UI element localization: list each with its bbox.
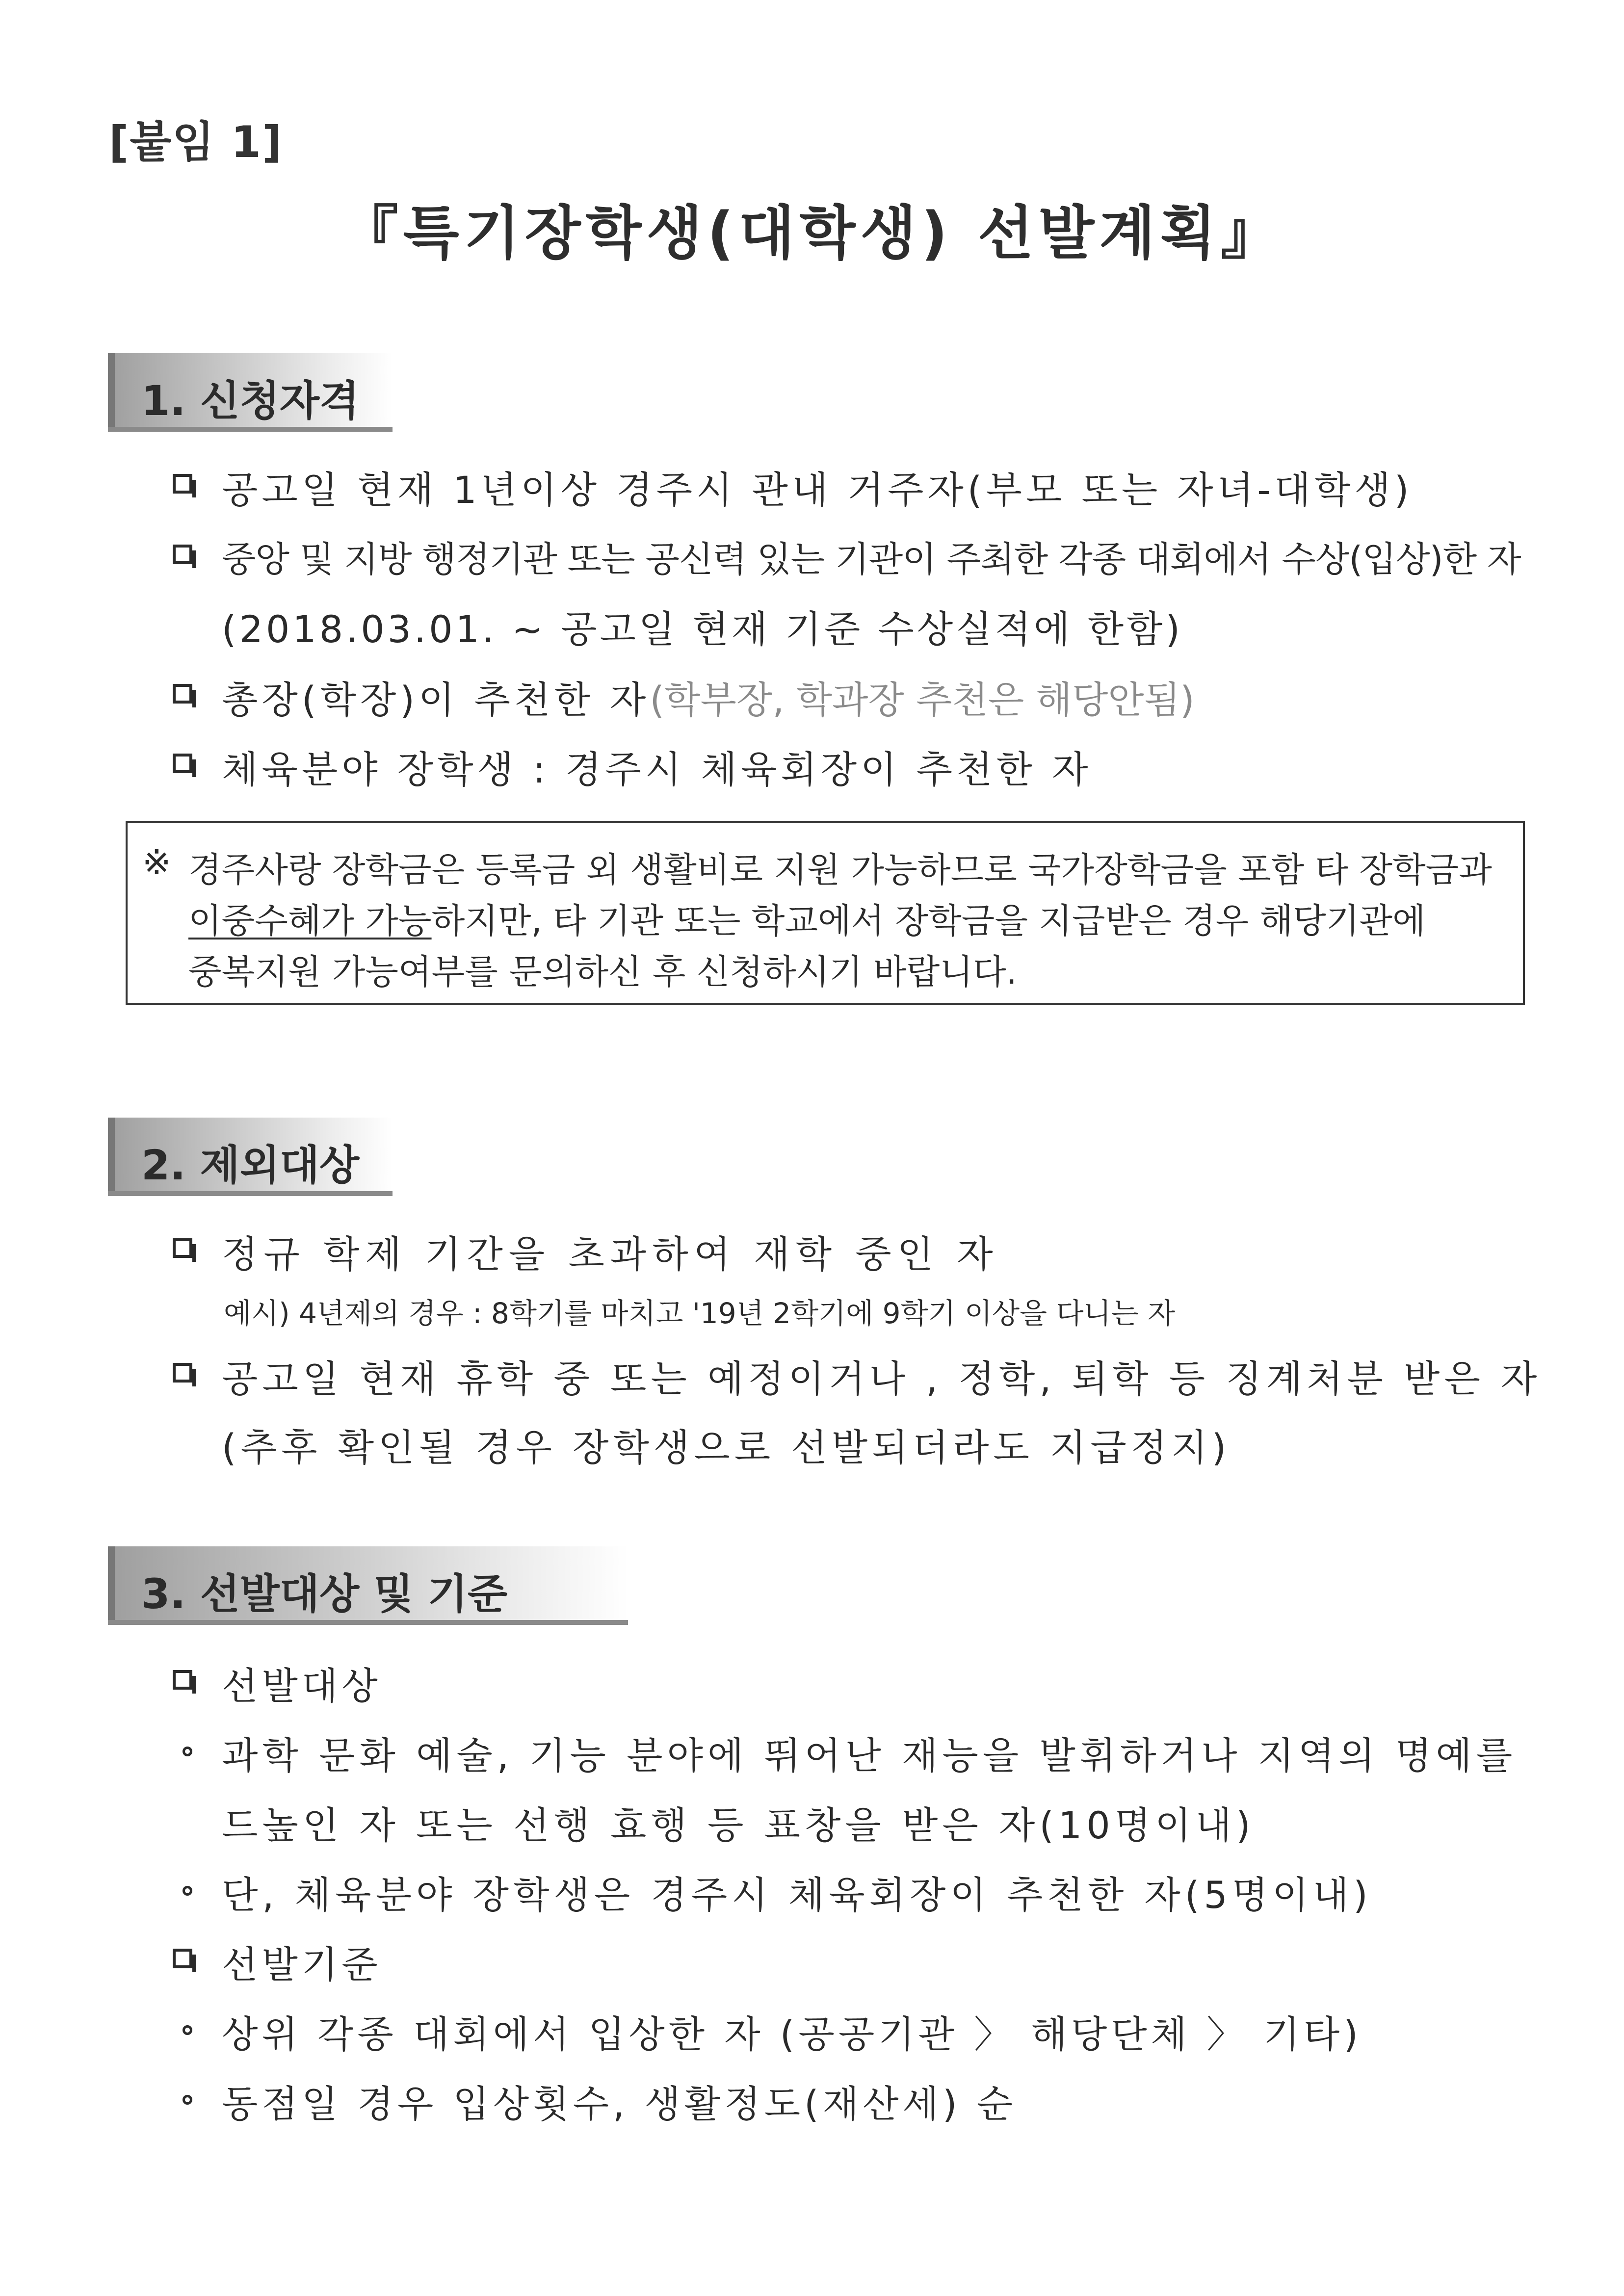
qualification-item: 체육분야 장학생 : 경주시 체육회장이 추천한 자 [222, 748, 1092, 791]
section-heading-qualifications [108, 353, 393, 432]
qualification-item-note: (학부장, 학과장 추천은 해당안됨) [650, 678, 1195, 722]
checkbox-bullet-icon [173, 1238, 192, 1258]
checkbox-bullet-icon [173, 1363, 192, 1383]
selection-target-item-continued: 드높인 자 또는 선행 효행 등 표창을 받은 자(10명이내) [222, 1803, 1255, 1847]
section-heading-label: 3. 선발대상 및 기준 [141, 1570, 508, 1618]
section-heading-label: 2. 제외대상 [141, 1141, 360, 1189]
section-heading-label: 1. 신청자격 [141, 377, 360, 425]
checkbox-bullet-icon [173, 474, 192, 494]
exclusion-item: 정규 학제 기간을 초과하여 재학 중인 자 [222, 1232, 999, 1276]
checkbox-bullet-icon [173, 684, 192, 704]
notice-line-2 [188, 893, 1426, 943]
selection-criteria-item: 동점일 경우 입상횟수, 생활정도(재산세) 순 [222, 2082, 1017, 2126]
checkbox-bullet-icon [173, 545, 192, 564]
qualification-item-continued: (2018.03.01. ~ 공고일 현재 기준 수상실적에 한함) [222, 607, 1183, 651]
circle-bullet-icon [183, 2025, 192, 2035]
selection-target-label: 선발대상 [222, 1664, 382, 1708]
exclusion-item-continued: (추후 확인될 경우 장학생으로 선발되더라도 지급정지) [222, 1426, 1231, 1469]
exclusion-item: 공고일 현재 휴학 중 또는 예정이거나 , 정학, 퇴학 등 징계처분 받은 자 [222, 1357, 1542, 1401]
checkbox-bullet-icon [173, 1949, 192, 1968]
qualification-item: 중앙 및 지방 행정기관 또는 공신력 있는 기관이 주최한 각종 대회에서 수상(입상)한 자 [222, 539, 1521, 580]
checkbox-bullet-icon [173, 754, 192, 773]
selection-criteria-item: 상위 각종 대회에서 입상한 자 (공공기관 〉 해당단체 〉 기타) [222, 2012, 1362, 2056]
attachment-label: [붙임 1] [109, 117, 283, 167]
notice-mark: ※ [142, 842, 171, 883]
notice-box [126, 821, 1525, 1005]
section-heading-selection [108, 1546, 628, 1625]
notice-line-2-rest: 하지만, 타 기관 또는 학교에서 장학금을 지급받은 경우 해당기관에 [431, 901, 1426, 941]
checkbox-bullet-icon [173, 1670, 192, 1690]
circle-bullet-icon [183, 1747, 192, 1756]
selection-target-item: 과학 문화 예술, 기능 분야에 뛰어난 재능을 발휘하거나 지역의 명예를 [222, 1734, 1517, 1777]
circle-bullet-icon [183, 2095, 192, 2105]
notice-line-1: 경주사랑 장학금은 등록금 외 생활비로 지원 가능하므로 국가장학금을 포함 타 장학금과 [188, 850, 1492, 890]
selection-target-item: 단, 체육분야 장학생은 경주시 체육회장이 추천한 자(5명이내) [222, 1873, 1372, 1917]
qualification-item [222, 670, 1195, 724]
circle-bullet-icon [183, 1886, 192, 1896]
notice-underlined-text: 이중수혜가 가능 [188, 901, 432, 941]
exclusion-example: 예시) 4년제의 경우 : 8학기를 마치고 '19년 2학기에 9학기 이상을 다니는 자 [224, 1297, 1176, 1330]
section-heading-exclusions [108, 1118, 393, 1196]
page-title: 『특기장학생(대학생) 선발계획』 [340, 199, 1284, 267]
qualification-item: 공고일 현재 1년이상 경주시 관내 거주자(부모 또는 자녀-대학생) [222, 468, 1413, 512]
selection-criteria-label: 선발기준 [222, 1943, 382, 1986]
notice-line-3: 중복지원 가능여부를 문의하신 후 신청하시기 바랍니다. [188, 952, 1017, 992]
qualification-item-text: 총장(학장)이 추천한 자 [222, 678, 650, 722]
